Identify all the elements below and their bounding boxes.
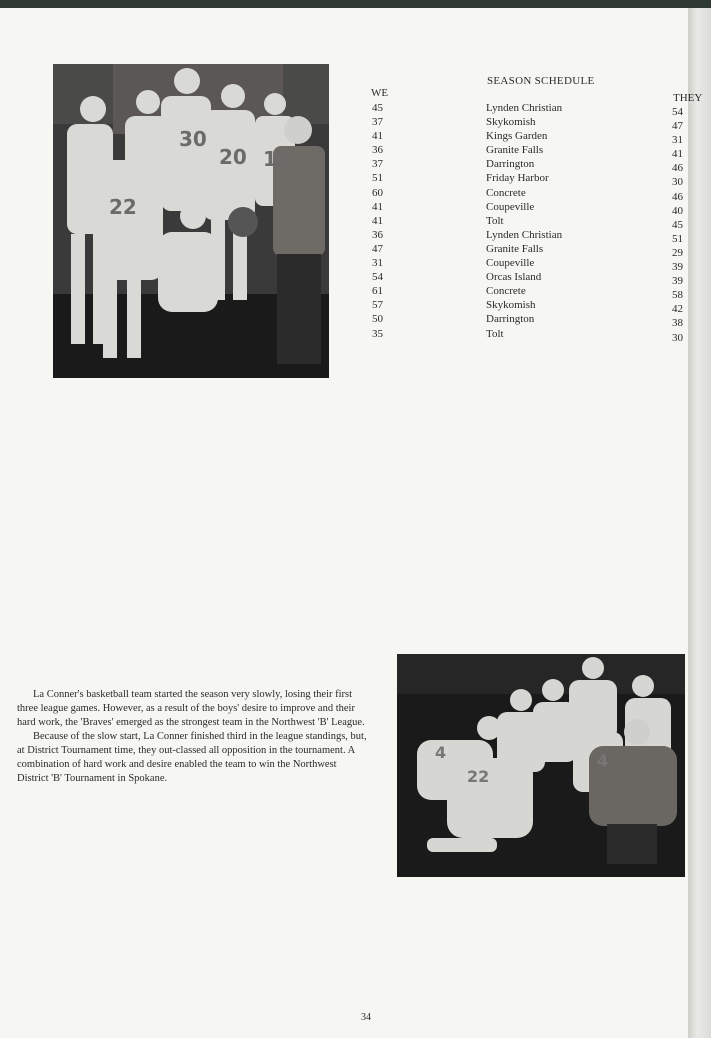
they-score: 40 xyxy=(672,204,683,217)
we-score: 50 xyxy=(372,313,383,326)
we-score: 37 xyxy=(372,158,383,171)
team-photo-standing-image xyxy=(53,64,329,378)
they-column-header: THEY xyxy=(673,92,703,104)
we-score: 61 xyxy=(372,285,383,298)
they-score: 45 xyxy=(672,218,683,231)
schedule-title: SEASON SCHEDULE xyxy=(487,75,595,87)
team-story xyxy=(17,688,367,786)
they-score: 30 xyxy=(672,176,683,189)
opponent-name: Coupeville xyxy=(486,200,535,213)
they-score: 42 xyxy=(672,303,683,316)
they-score: 54 xyxy=(672,106,683,118)
svg-text:4: 4 xyxy=(597,751,609,770)
opponent-name: Coupeville xyxy=(486,257,535,270)
opponent-name: Orcas Island xyxy=(486,271,542,284)
we-score: 36 xyxy=(372,144,383,157)
opponent-name: Kings Garden xyxy=(486,130,548,143)
svg-text:20: 20 xyxy=(219,145,247,169)
they-score: 41 xyxy=(672,148,683,161)
we-score: 41 xyxy=(372,130,383,143)
team-photo-standing xyxy=(53,64,329,378)
we-score: 57 xyxy=(372,299,383,312)
opponent-name: Tolt xyxy=(486,327,504,340)
opponent-name: Skykomish xyxy=(486,116,536,129)
we-score: 35 xyxy=(372,327,383,340)
opponent-name: Lynden Christian xyxy=(486,102,563,114)
opponent-name: Lynden Christian xyxy=(486,228,563,241)
svg-text:30: 30 xyxy=(179,127,207,151)
they-score: 31 xyxy=(672,134,683,147)
opponent-name: Granite Falls xyxy=(486,144,544,157)
team-huddle-photo-image xyxy=(397,654,685,877)
opponent-name: Skykomish xyxy=(486,299,536,312)
we-scores-column xyxy=(372,101,383,341)
opponent-name: Darrington xyxy=(486,313,535,326)
we-score: 54 xyxy=(372,271,383,284)
opponent-name: Concrete xyxy=(486,285,526,298)
opponent-name: Concrete xyxy=(486,186,526,199)
story-paragraph: La Conner's basketball team started the season very slowly, losing their first three league games. However, as a result of the boys' desire to improve and their hard work, the 'Braves' emerged as the strongest team in the Northwest 'B' League. xyxy=(17,689,365,728)
opponents-column xyxy=(486,101,562,341)
page-number: 34 xyxy=(361,1012,371,1023)
we-score: 41 xyxy=(372,214,383,227)
we-score: 60 xyxy=(372,186,383,199)
they-score: 29 xyxy=(672,246,683,259)
they-score: 47 xyxy=(672,120,683,133)
story-paragraph: Because of the slow start, La Conner finished third in the league standings, but, at District Tournament time, they out-classed all opposition in the tournament. A combination of hard work and desire enabled the team to win the Northwest District 'B' Tournament in Spokane. xyxy=(17,731,367,784)
opponent-name: Granite Falls xyxy=(486,242,544,255)
we-score: 47 xyxy=(372,242,383,255)
they-score: 51 xyxy=(672,232,683,245)
opponent-name: Tolt xyxy=(486,214,504,227)
we-score: 36 xyxy=(372,228,383,241)
book-spine xyxy=(688,8,711,1038)
we-score: 41 xyxy=(372,200,383,213)
svg-text:10: 10 xyxy=(263,147,291,171)
svg-text:22: 22 xyxy=(467,767,490,786)
they-score: 38 xyxy=(672,317,683,330)
they-score: 39 xyxy=(672,261,683,274)
svg-text:4: 4 xyxy=(435,743,447,762)
we-score: 45 xyxy=(372,102,383,114)
they-score: 58 xyxy=(672,289,683,302)
we-score: 31 xyxy=(372,257,383,270)
svg-text:22: 22 xyxy=(109,195,137,219)
they-score: 46 xyxy=(672,190,683,203)
they-score: 39 xyxy=(672,275,683,288)
they-score: 46 xyxy=(672,162,683,175)
opponent-name: Friday Harbor xyxy=(486,172,549,185)
team-huddle-photo xyxy=(397,654,685,877)
we-score: 51 xyxy=(372,172,383,185)
they-score: 30 xyxy=(672,331,683,344)
we-column-header: WE xyxy=(371,87,389,99)
opponent-name: Darrington xyxy=(486,158,535,171)
they-scores-column xyxy=(672,105,683,345)
we-score: 37 xyxy=(372,116,383,129)
